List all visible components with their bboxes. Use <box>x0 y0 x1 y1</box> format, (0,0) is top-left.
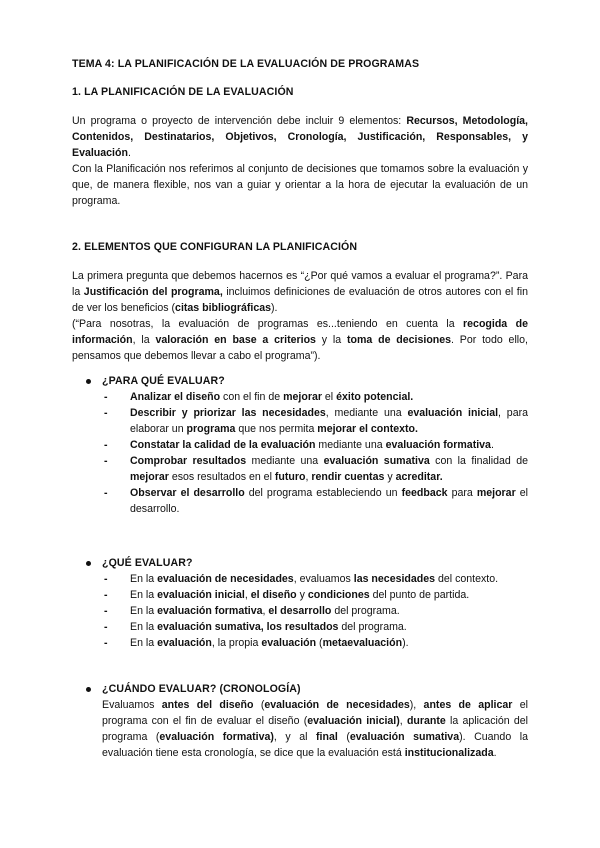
section-2-heading: 2. ELEMENTOS QUE CONFIGURAN LA PLANIFICACIÓN <box>72 241 358 253</box>
bullet-dot <box>86 379 91 384</box>
dash-list <box>102 571 528 651</box>
bullet-cuando <box>72 681 528 761</box>
list-item: - En la evaluación, la propia evaluación (metaevaluación). <box>104 637 409 649</box>
list-item: - En la evaluación sumativa, los resultados del programa. <box>104 621 407 633</box>
bullet-list <box>72 373 528 761</box>
list-item: - Observar el desarrollo del programa estableciendo un feedback para mejorar el desarrollo. <box>104 487 528 515</box>
bullet-que <box>72 555 528 651</box>
list-item: - En la evaluación de necesidades, evaluamos las necesidades del contexto. <box>104 573 499 585</box>
bullet-title: ¿PARA QUÉ EVALUAR? <box>102 375 225 387</box>
bullet-para-que <box>72 373 528 517</box>
list-item: - Analizar el diseño con el fin de mejorar el éxito potencial. <box>104 391 414 403</box>
document-page <box>72 56 528 761</box>
bullet-dot <box>86 561 91 566</box>
bullet-title: ¿QUÉ EVALUAR? <box>102 557 193 569</box>
dash-list <box>102 389 528 517</box>
list-item: - Constatar la calidad de la evaluación mediante una evaluación formativa. <box>104 439 494 451</box>
section-1-paragraph-2: Con la Planificación nos referimos al conjunto de decisiones que tomamos sobre la evaluación y que, de manera flexible, nos van a guiar y orientar a la hora de ejecutar la evaluación de un programa. <box>72 163 528 207</box>
list-item: - En la evaluación formativa, el desarrollo del programa. <box>104 605 400 617</box>
section-2-paragraph-2: (“Para nosotras, la evaluación de programas es...teniendo en cuenta la recogida de información, la valoración en base a criterios y la toma de decisiones. Por todo ello, pensamos que debemos llevar a cabo el programa”). <box>72 318 528 362</box>
list-item: - Comprobar resultados mediante una evaluación sumativa con la finalidad de mejorar esos resultados en el futuro, rendir cuentas y acreditar. <box>104 455 528 483</box>
section-1-paragraph-1: Un programa o proyecto de intervención debe incluir 9 elementos: Recursos, Metodología, Contenidos, Destinatarios, Objetivos, Cronología, Justificación, Responsables, y Evaluación. <box>72 115 528 159</box>
list-item: - Describir y priorizar las necesidades, mediante una evaluación inicial, para elaborar un programa que nos permita mejorar el contexto. <box>104 407 529 435</box>
section-1-heading: 1. LA PLANIFICACIÓN DE LA EVALUACIÓN <box>72 86 294 98</box>
bullet-paragraph: Evaluamos antes del diseño (evaluación de necesidades), antes de aplicar el programa con el fin de evaluar el diseño (evaluación inicial), durante la aplicación del programa (evaluación formativa), y al final (evaluación sumativa). Cuando la evaluación tiene esta cronología, se dice que la evaluación está institucionalizada. <box>102 699 528 759</box>
bullet-dot <box>86 687 91 692</box>
list-item: - En la evaluación inicial, el diseño y condiciones del punto de partida. <box>104 589 470 601</box>
document-title: TEMA 4: LA PLANIFICACIÓN DE LA EVALUACIÓN DE PROGRAMAS <box>72 58 420 70</box>
bullet-title: ¿CUÁNDO EVALUAR? (CRONOLOGÍA) <box>102 683 301 695</box>
section-2-paragraph-1: La primera pregunta que debemos hacernos es “¿Por qué vamos a evaluar el programa?”. Para la Justificación del programa, incluimos definiciones de evaluación de otros autores con el fin de ver los beneficios (citas bibliográficas). <box>72 270 528 314</box>
